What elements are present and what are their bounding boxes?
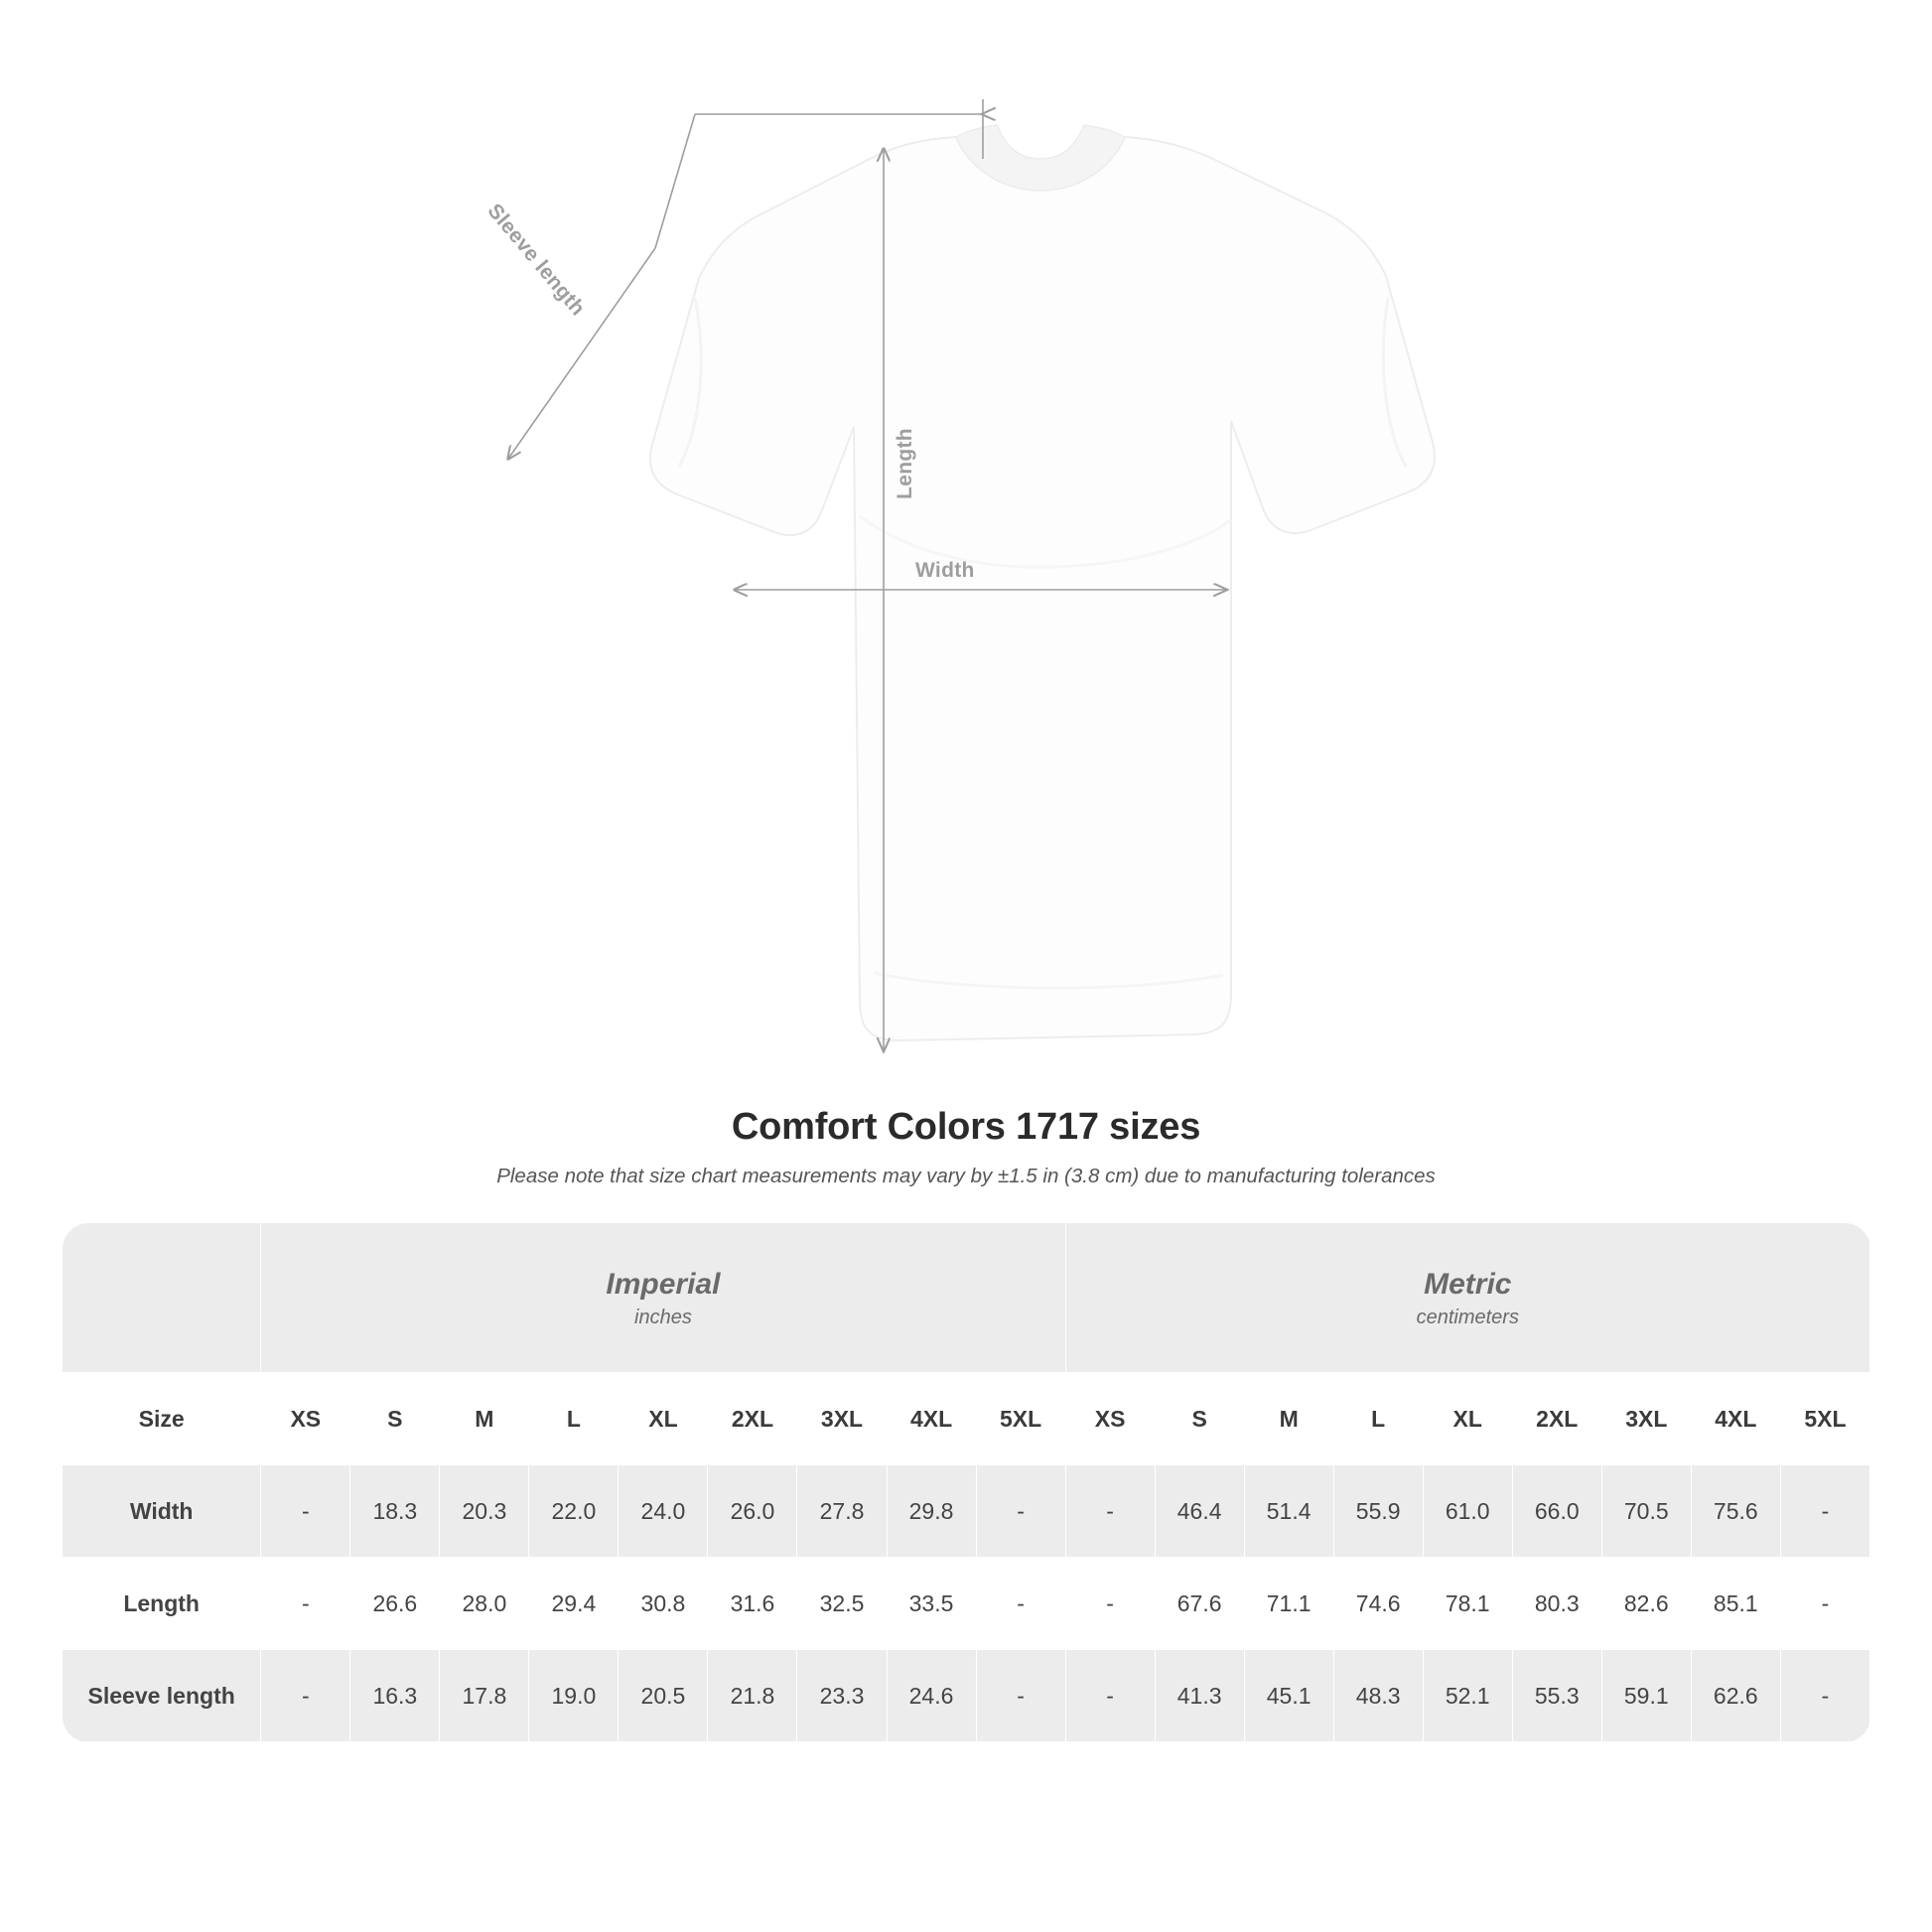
cell-width-4xl-metric: 75.6 (1691, 1465, 1780, 1558)
size-header-5xl-metric: 5XL (1780, 1373, 1869, 1465)
cell-length-2xl-imperial: 31.6 (708, 1558, 797, 1650)
size-table-container (62, 1222, 1870, 1742)
cell-length-4xl-metric: 85.1 (1691, 1558, 1780, 1650)
size-header-xl-metric: XL (1423, 1373, 1512, 1465)
width-label: Width (915, 559, 975, 582)
size-header-label: Size (63, 1373, 261, 1465)
cell-length-xs-imperial: - (261, 1558, 350, 1650)
cell-sleeve-length-5xl-metric: - (1780, 1650, 1869, 1742)
chart-heading (0, 1106, 1932, 1188)
cell-sleeve-length-2xl-imperial: 21.8 (708, 1650, 797, 1742)
cell-length-s-metric: 67.6 (1155, 1558, 1244, 1650)
cell-sleeve-length-4xl-imperial: 24.6 (887, 1650, 976, 1742)
cell-width-4xl-imperial: 29.8 (887, 1465, 976, 1558)
unit-corner-cell (63, 1223, 261, 1373)
cell-width-5xl-imperial: - (976, 1465, 1065, 1558)
size-header-m-metric: M (1244, 1373, 1333, 1465)
cell-sleeve-length-5xl-imperial: - (976, 1650, 1065, 1742)
cell-length-l-metric: 74.6 (1333, 1558, 1423, 1650)
cell-sleeve-length-s-metric: 41.3 (1155, 1650, 1244, 1742)
tolerance-note: Please note that size chart measurements may vary by ±1.5 in (3.8 cm) due to manufacturing tolerances (496, 1165, 1436, 1187)
cell-width-3xl-imperial: 27.8 (797, 1465, 887, 1558)
cell-sleeve-length-2xl-metric: 55.3 (1512, 1650, 1601, 1742)
cell-length-5xl-imperial: - (976, 1558, 1065, 1650)
table-row (63, 1558, 1870, 1650)
unit-name: Metric (1424, 1267, 1512, 1301)
size-header-s-imperial: S (350, 1373, 440, 1465)
size-header-row (63, 1373, 1870, 1465)
cell-length-m-imperial: 28.0 (440, 1558, 529, 1650)
size-header-2xl-metric: 2XL (1512, 1373, 1601, 1465)
cell-width-m-imperial: 20.3 (440, 1465, 529, 1558)
size-header-2xl-imperial: 2XL (708, 1373, 797, 1465)
tshirt-shape (650, 125, 1435, 1040)
cell-sleeve-length-s-imperial: 16.3 (350, 1650, 440, 1742)
unit-sub: centimeters (1416, 1307, 1519, 1329)
size-table (62, 1222, 1870, 1742)
size-header-l-imperial: L (529, 1373, 619, 1465)
length-label: Length (893, 428, 916, 499)
unit-header-row (63, 1223, 1870, 1373)
cell-sleeve-length-l-metric: 48.3 (1333, 1650, 1423, 1742)
cell-width-s-imperial: 18.3 (350, 1465, 440, 1558)
row-label: Sleeve length (63, 1650, 261, 1742)
cell-sleeve-length-l-imperial: 19.0 (529, 1650, 619, 1742)
unit-cell-metric (1065, 1223, 1869, 1373)
cell-length-m-metric: 71.1 (1244, 1558, 1333, 1650)
cell-length-3xl-metric: 82.6 (1601, 1558, 1691, 1650)
unit-name: Imperial (606, 1267, 721, 1301)
cell-length-4xl-imperial: 33.5 (887, 1558, 976, 1650)
cell-length-xs-metric: - (1065, 1558, 1155, 1650)
row-label: Width (63, 1465, 261, 1558)
page-title: Comfort Colors 1717 sizes (731, 1106, 1201, 1148)
row-label: Length (63, 1558, 261, 1650)
unit-cell-imperial (261, 1223, 1065, 1373)
cell-width-2xl-metric: 66.0 (1512, 1465, 1601, 1558)
table-row (63, 1465, 1870, 1558)
cell-width-xs-imperial: - (261, 1465, 350, 1558)
cell-sleeve-length-xl-metric: 52.1 (1423, 1650, 1512, 1742)
cell-width-m-metric: 51.4 (1244, 1465, 1333, 1558)
cell-width-xl-imperial: 24.0 (619, 1465, 708, 1558)
cell-sleeve-length-4xl-metric: 62.6 (1691, 1650, 1780, 1742)
unit-sub: inches (634, 1307, 692, 1329)
size-header-4xl-metric: 4XL (1691, 1373, 1780, 1465)
cell-sleeve-length-xs-imperial: - (261, 1650, 350, 1742)
size-header-m-imperial: M (440, 1373, 529, 1465)
cell-width-l-metric: 55.9 (1333, 1465, 1423, 1558)
cell-sleeve-length-m-metric: 45.1 (1244, 1650, 1333, 1742)
cell-width-l-imperial: 22.0 (529, 1465, 619, 1558)
size-header-xl-imperial: XL (619, 1373, 708, 1465)
cell-width-2xl-imperial: 26.0 (708, 1465, 797, 1558)
cell-width-s-metric: 46.4 (1155, 1465, 1244, 1558)
size-header-xs-imperial: XS (261, 1373, 350, 1465)
size-header-xs-metric: XS (1065, 1373, 1155, 1465)
cell-width-xl-metric: 61.0 (1423, 1465, 1512, 1558)
cell-sleeve-length-3xl-imperial: 23.3 (797, 1650, 887, 1742)
size-header-l-metric: L (1333, 1373, 1423, 1465)
cell-width-xs-metric: - (1065, 1465, 1155, 1558)
cell-sleeve-length-xl-imperial: 20.5 (619, 1650, 708, 1742)
cell-length-3xl-imperial: 32.5 (797, 1558, 887, 1650)
table-row (63, 1650, 1870, 1742)
cell-length-s-imperial: 26.6 (350, 1558, 440, 1650)
cell-length-xl-metric: 78.1 (1423, 1558, 1512, 1650)
size-header-5xl-imperial: 5XL (976, 1373, 1065, 1465)
cell-length-l-imperial: 29.4 (529, 1558, 619, 1650)
cell-width-5xl-metric: - (1780, 1465, 1869, 1558)
cell-length-xl-imperial: 30.8 (619, 1558, 708, 1650)
size-header-4xl-imperial: 4XL (887, 1373, 976, 1465)
cell-sleeve-length-m-imperial: 17.8 (440, 1650, 529, 1742)
cell-sleeve-length-3xl-metric: 59.1 (1601, 1650, 1691, 1742)
sleeve-length-label: Sleeve length (483, 199, 590, 321)
size-header-3xl-metric: 3XL (1601, 1373, 1691, 1465)
size-header-3xl-imperial: 3XL (797, 1373, 887, 1465)
cell-width-3xl-metric: 70.5 (1601, 1465, 1691, 1558)
size-header-s-metric: S (1155, 1373, 1244, 1465)
cell-length-5xl-metric: - (1780, 1558, 1869, 1650)
cell-length-2xl-metric: 80.3 (1512, 1558, 1601, 1650)
cell-sleeve-length-xs-metric: - (1065, 1650, 1155, 1742)
